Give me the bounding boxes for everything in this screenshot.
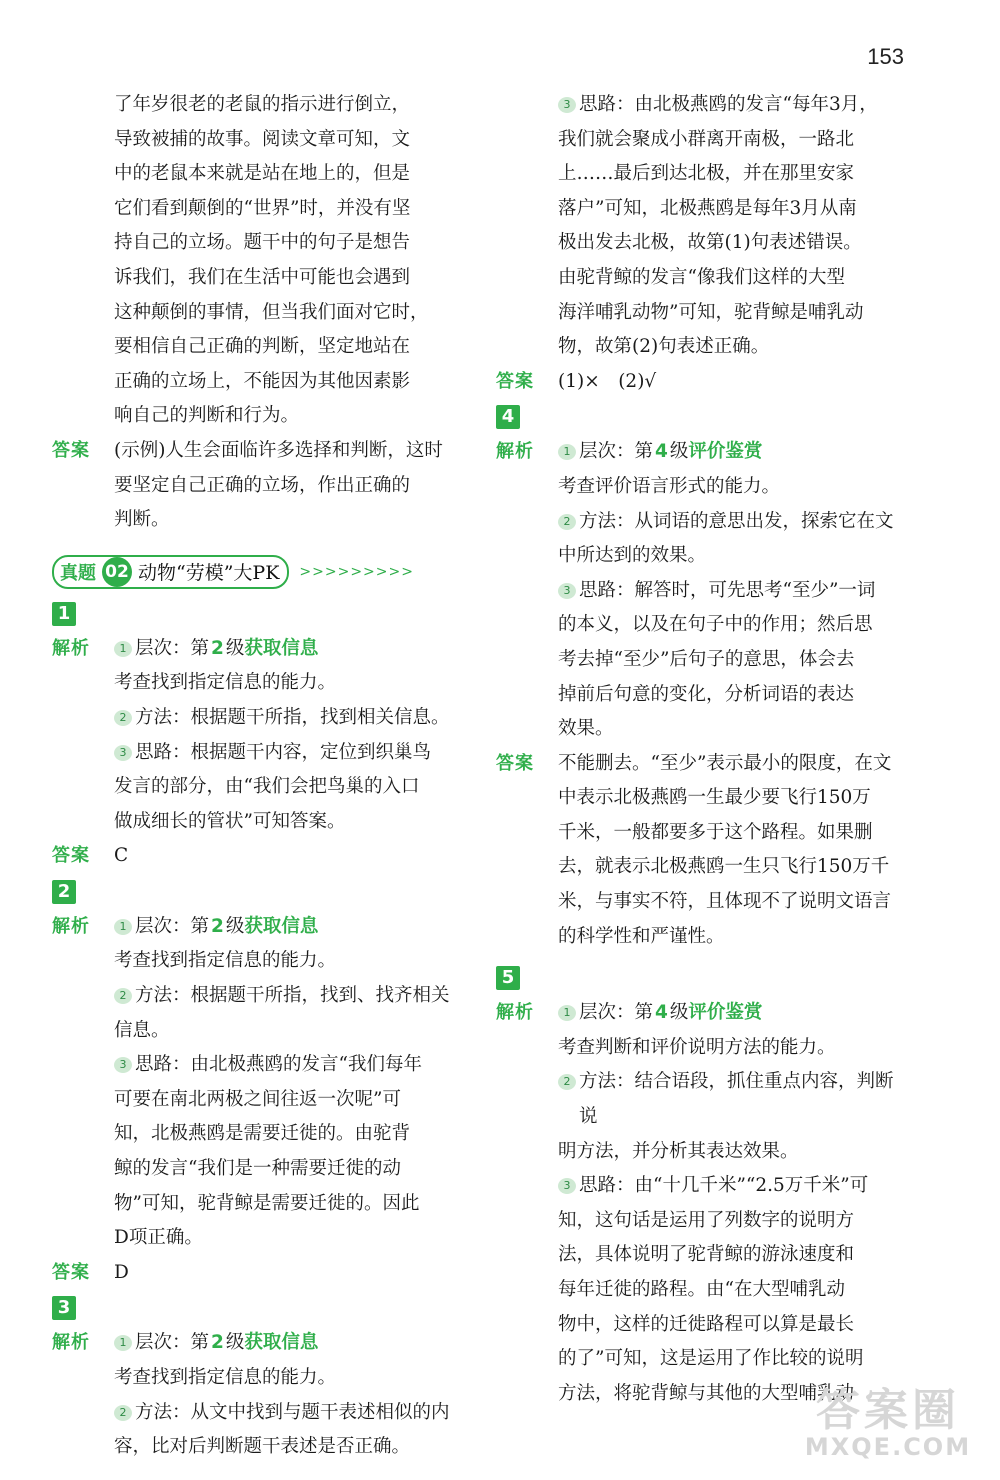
circled-number-icon: 2: [114, 1405, 132, 1421]
level-description: 考查判断和评价说明方法的能力。: [558, 1036, 836, 1058]
analysis-label: 解析: [52, 915, 90, 937]
method-row: [558, 1065, 908, 1134]
method-line: 明方法，并分析其表达效果。: [558, 1140, 799, 1162]
thinking-line: 的了”可知，这是运用了作比较的说明: [558, 1348, 864, 1370]
answer-text: D: [114, 1261, 129, 1283]
method-line: 中所达到的效果。: [558, 545, 707, 567]
thinking-row: [114, 1048, 462, 1083]
thinking-row: [114, 736, 462, 771]
thinking-text: 由北极燕鸥的发言“每年3月，: [634, 94, 878, 115]
watermark-logo: [798, 1385, 978, 1466]
analysis-block: [52, 632, 462, 840]
circled-number-icon: 1: [558, 1005, 576, 1021]
thinking-label: 思路：: [579, 1175, 635, 1197]
thinking-line: 我们就会聚成小群离开南极，一路北: [558, 128, 855, 150]
text-line: 响自己的判断和行为。: [114, 405, 300, 427]
level-row: [114, 910, 462, 945]
level-tag: 评价鉴赏: [688, 441, 763, 463]
circled-number-icon: 1: [114, 919, 132, 935]
thinking-label: 思路：: [135, 1054, 191, 1076]
thinking-line: 的本义，以及在句子中的作用；然后思: [558, 614, 873, 636]
thinking-line: 每年迁徙的路程。由“在大型哺乳动: [558, 1279, 845, 1300]
answer-block: [496, 365, 908, 400]
circled-number-icon: 3: [114, 1057, 132, 1073]
text-line: 这种颠倒的事情，但当我们面对它时，: [114, 301, 429, 323]
method-text: 根据题干所指，找到相关信息。: [190, 706, 450, 728]
q3-thinking-continued: [496, 88, 908, 365]
thinking-line: 考去掉“至少”后句子的意思，体会去: [558, 648, 855, 670]
method-label: 方法：: [579, 510, 635, 532]
text-line: 诉我们，我们在生活中可能也会遇到: [114, 266, 411, 288]
answer-line: 千米，一般都要多于这个路程。如果删: [558, 821, 873, 843]
level-description: 考查评价语言形式的能力。: [558, 475, 781, 497]
level-prefix: 层次：第: [579, 441, 654, 463]
answer-block: [496, 747, 908, 955]
method-row: [558, 505, 908, 540]
method-text: 从文中找到与题干表述相似的内: [190, 1401, 450, 1423]
level-row: [114, 1326, 462, 1361]
level-suffix: 级: [669, 1002, 689, 1024]
answer-block: [52, 839, 462, 874]
section-tag: 真题: [60, 562, 96, 584]
level-tag: 获取信息: [244, 637, 319, 659]
method-text: 结合语段，抓住重点内容，判断说: [579, 1071, 894, 1128]
answer-text: (1)× (2)√: [558, 370, 657, 392]
method-label: 方法：: [579, 1071, 635, 1093]
method-label: 方法：: [135, 985, 191, 1007]
circled-number-icon: 3: [114, 745, 132, 761]
method-row: [114, 979, 462, 1014]
thinking-row: [558, 574, 908, 609]
answer-line: 中表示北极燕鸥一生最少要飞行150万: [558, 787, 871, 809]
text-line: 了年岁很老的老鼠的指示进行倒立，: [114, 94, 411, 115]
question-number: 1: [52, 602, 76, 626]
answer-text: C: [114, 845, 129, 867]
level-suffix: 级: [669, 441, 689, 463]
section-header: [52, 552, 462, 592]
method-row: [114, 1396, 462, 1431]
answer-line: 米，与事实不符，且体现不了说明文语言: [558, 891, 892, 913]
analysis-block: [496, 996, 908, 1411]
analysis-label: 解析: [496, 441, 534, 463]
level-prefix: 层次：第: [135, 637, 210, 659]
thinking-line: 可要在南北两极之间往返一次呢”可: [114, 1088, 401, 1110]
method-label: 方法：: [135, 706, 191, 728]
section-title: 动物“劳模”大PK: [138, 562, 280, 585]
thinking-text: 由北极燕鸥的发言“我们每年: [190, 1054, 422, 1076]
level-number: 2: [211, 637, 224, 659]
level-tag: 获取信息: [244, 915, 319, 937]
level-description: 考查找到指定信息的能力。: [114, 1367, 337, 1388]
thinking-line: 法，具体说明了驼背鲸的游泳速度和: [558, 1244, 855, 1266]
thinking-line: 知，这句话是运用了列数字的说明方: [558, 1209, 855, 1231]
text-line: 持自己的立场。题干中的句子是想告: [114, 232, 411, 254]
circled-number-icon: 1: [558, 444, 576, 460]
text-line: 它们看到颠倒的“世界”时，并没有坚: [114, 197, 411, 219]
thinking-line: 方法，将驼背鲸与其他的大型哺乳动: [558, 1382, 855, 1404]
circled-number-icon: 1: [114, 1335, 132, 1351]
thinking-line: 极出发去北极，故第(1)句表述错误。: [558, 232, 862, 254]
answer-block: [52, 1256, 462, 1291]
answer-label: 答案: [496, 370, 534, 392]
circled-number-icon: 2: [114, 988, 132, 1004]
analysis-block: [52, 1326, 462, 1464]
thinking-line: 海洋哺乳动物”可知，驼背鲸是哺乳动: [558, 301, 864, 323]
answer-label: 答案: [52, 845, 90, 867]
circled-number-icon: 3: [558, 97, 576, 113]
level-suffix: 级: [225, 915, 245, 937]
thinking-line: 知，北极燕鸥是需要迁徙的。由驼背: [114, 1123, 411, 1145]
method-text: 从词语的意思出发，探索它在文: [634, 510, 894, 532]
answer-block: [52, 434, 462, 538]
answer-label: 答案: [52, 439, 90, 461]
level-tag: 评价鉴赏: [688, 1002, 763, 1024]
text-line: 正确的立场上，不能因为其他因素影: [114, 370, 411, 392]
level-row: [114, 632, 462, 667]
question-number: 2: [52, 880, 76, 904]
text-line: 导致被捕的故事。阅读文章可知，文: [114, 128, 411, 150]
thinking-line: D项正确。: [114, 1227, 203, 1249]
level-tag: 获取信息: [244, 1332, 319, 1354]
level-row: [558, 435, 908, 470]
level-number: 2: [211, 915, 224, 937]
thinking-label: 思路：: [579, 579, 635, 601]
thinking-line: 掉前后句意的变化，分析词语的表达: [558, 683, 855, 705]
analysis-label: 解析: [496, 1002, 534, 1024]
thinking-text: 根据题干内容，定位到织巢鸟: [190, 741, 432, 763]
method-text: 根据题干所指，找到、找齐相关: [190, 985, 450, 1007]
thinking-line: 上……最后到达北极，并在那里安家: [558, 163, 855, 185]
watermark-bottom: MXQE.COM: [804, 1433, 972, 1461]
text-line: 要相信自己正确的判断，坚定地站在: [114, 336, 411, 358]
analysis-label: 解析: [52, 637, 90, 659]
answer-line: 去，就表示北极燕鸥一生只飞行150万千: [558, 856, 890, 878]
method-label: 方法：: [135, 1401, 191, 1423]
thinking-line: 物”可知，驼背鲸是需要迁徙的。因此: [114, 1192, 420, 1214]
analysis-block: [52, 910, 462, 1256]
thinking-line: 落户”可知，北极燕鸥是每年3月从南: [558, 197, 857, 219]
level-row: [558, 996, 908, 1031]
answer-label: 答案: [52, 1261, 90, 1283]
analysis-block: [496, 435, 908, 746]
method-line: 信息。: [114, 1019, 170, 1041]
circled-number-icon: 3: [558, 583, 576, 599]
intro-paragraph: [52, 88, 462, 434]
answer-line: 要坚定自己正确的立场，作出正确的: [114, 474, 411, 496]
thinking-text: 由“十几千米”“2.5万千米”可: [634, 1175, 869, 1197]
thinking-line: 做成细长的管状”可知答案。: [114, 810, 346, 832]
question-number: 4: [496, 405, 520, 429]
left-column: [52, 88, 462, 1465]
right-column: [496, 88, 908, 1411]
level-description: 考查找到指定信息的能力。: [114, 672, 337, 694]
section-badge: [52, 555, 289, 589]
thinking-line: 效果。: [558, 718, 614, 740]
question-number: 5: [496, 966, 520, 990]
circled-number-icon: 2: [114, 710, 132, 726]
thinking-label: 思路：: [579, 94, 635, 115]
level-prefix: 层次：第: [579, 1002, 654, 1024]
thinking-line: 鲸的发言“我们是一种需要迁徙的动: [114, 1158, 401, 1180]
thinking-line: 物中，这样的迁徙路程可以算是最长: [558, 1313, 855, 1335]
answer-label: 答案: [496, 752, 534, 774]
answer-line: 判断。: [114, 509, 170, 531]
thinking-line: 发言的部分，由“我们会把鸟巢的入口: [114, 776, 420, 798]
level-prefix: 层次：第: [135, 1332, 210, 1354]
thinking-row: [558, 1169, 908, 1204]
method-row: [114, 701, 462, 736]
method-line: 容，比对后判断题干表述是否正确。: [114, 1436, 411, 1458]
section-number: 02: [102, 557, 132, 587]
circled-number-icon: 2: [558, 1074, 576, 1090]
thinking-row: [558, 88, 908, 123]
circled-number-icon: 3: [558, 1178, 576, 1194]
analysis-label: 解析: [52, 1332, 90, 1354]
circled-number-icon: 1: [114, 641, 132, 657]
level-prefix: 层次：第: [135, 915, 210, 937]
level-number: 4: [655, 1002, 668, 1024]
text-line: 中的老鼠本来就是站在地上的，但是: [114, 163, 411, 185]
thinking-label: 思路：: [135, 741, 191, 763]
arrows-decoration: >>>>>>>>>: [299, 563, 414, 580]
level-number: 4: [655, 441, 668, 463]
level-suffix: 级: [225, 1332, 245, 1354]
answer-line: 不能删去。“至少”表示最小的限度，在文: [558, 752, 892, 774]
level-description: 考查找到指定信息的能力。: [114, 950, 337, 972]
circled-number-icon: 2: [558, 514, 576, 530]
thinking-line: 物，故第(2)句表述正确。: [558, 336, 770, 358]
level-suffix: 级: [225, 637, 245, 659]
watermark-top: 答案圈: [816, 1385, 960, 1436]
answer-line: 的科学性和严谨性。: [558, 925, 725, 947]
level-number: 2: [211, 1332, 224, 1354]
answer-line: (示例)人生会面临许多选择和判断，这时: [114, 439, 443, 461]
page-number: 153: [867, 44, 904, 69]
thinking-text: 解答时，可先思考“至少”一词: [634, 579, 876, 601]
thinking-line: 由驼背鲸的发言“像我们这样的大型: [558, 266, 845, 288]
question-number: 3: [52, 1296, 76, 1320]
